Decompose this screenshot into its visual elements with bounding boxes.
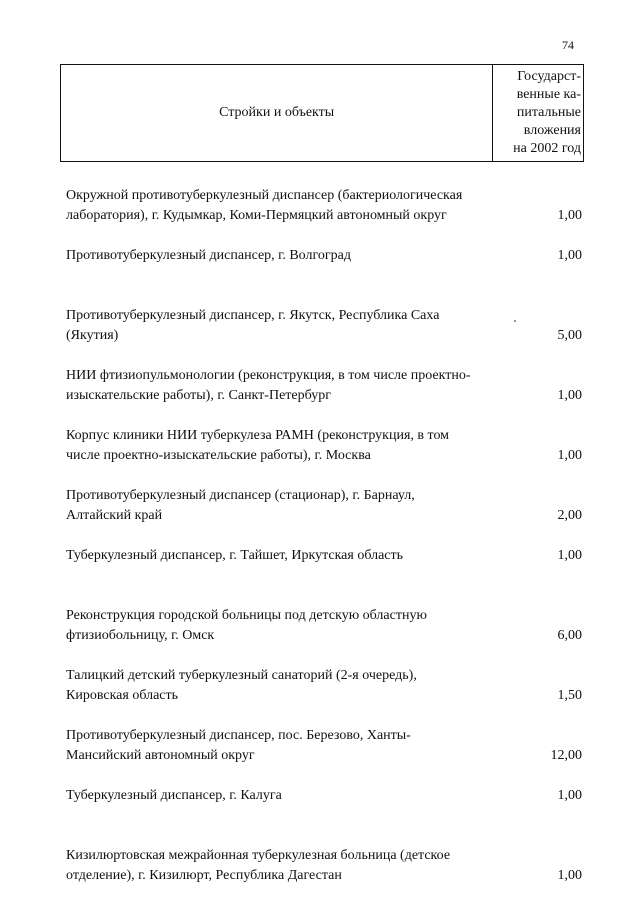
row-object-name (66, 546, 506, 566)
header-capital-line: на 2002 год (513, 141, 581, 156)
table-row (66, 546, 584, 606)
row-value: 1,00 (557, 448, 582, 463)
row-object-name (66, 846, 506, 886)
table-row (66, 786, 584, 846)
row-line: числе проектно-изыскательские работы), г. Москва (66, 448, 371, 463)
scan-speck (514, 320, 516, 322)
row-line: отделение), г. Кизилюрт, Республика Дагестан (66, 868, 342, 883)
table-row (66, 246, 584, 306)
objects-list (66, 186, 584, 906)
row-object-name (66, 246, 506, 266)
table-row (66, 186, 584, 246)
row-value: 1,00 (557, 208, 582, 223)
row-value: 1,50 (557, 688, 582, 703)
table-row (66, 366, 584, 426)
row-line: Корпус клиники НИИ туберкулеза РАМН (реконструкция, в том (66, 428, 450, 443)
header-objects-label: Стройки и объекты (219, 105, 335, 120)
page-number: 74 (562, 38, 574, 52)
row-line: лаборатория), г. Кудымкар, Коми-Пермяцкий автономный округ (66, 208, 447, 223)
table-row (66, 726, 584, 786)
row-line: фтизиобольницу, г. Омск (66, 628, 215, 643)
row-object-name (66, 186, 506, 226)
row-value: 12,00 (550, 748, 582, 763)
row-line: НИИ фтизиопульмонологии (реконструкция, в том числе проектно- (66, 368, 471, 383)
row-line: Противотуберкулезный диспансер (стационар), г. Барнаул, (66, 488, 415, 503)
row-object-name (66, 366, 506, 406)
row-object-name (66, 726, 506, 766)
row-object-name (66, 606, 506, 646)
table-row (66, 426, 584, 486)
table-header (60, 64, 584, 162)
row-line: Кизилюртовская межрайонная туберкулезная больница (детское (66, 848, 451, 863)
row-line: Мансийский автономный округ (66, 748, 255, 763)
row-object-name (66, 486, 506, 526)
row-line: (Якутия) (66, 328, 119, 343)
row-line: Противотуберкулезный диспансер, пос. Березово, Ханты- (66, 728, 411, 743)
row-line: Туберкулезный диспансер, г. Калуга (66, 788, 282, 803)
row-line: Кировская область (66, 688, 179, 703)
row-line: Противотуберкулезный диспансер, г. Волгоград (66, 248, 351, 263)
row-line: Алтайский край (66, 508, 163, 523)
row-line: Окружной противотуберкулезный диспансер (бактериологическая (66, 188, 463, 203)
header-capital-line: вложения (523, 123, 581, 138)
row-object-name (66, 666, 506, 706)
row-line: изыскательские работы), г. Санкт-Петербург (66, 388, 331, 403)
row-line: Туберкулезный диспансер, г. Тайшет, Иркутская область (66, 548, 404, 563)
row-value: 1,00 (557, 868, 582, 883)
row-line: Противотуберкулезный диспансер, г. Якутск, Республика Саха (66, 308, 440, 323)
header-capital-line: питальные (516, 105, 581, 120)
table-row (66, 846, 584, 906)
row-value: 1,00 (557, 388, 582, 403)
header-capital-line: Государст- (517, 69, 581, 84)
row-value: 1,00 (557, 248, 582, 263)
row-value: 5,00 (557, 328, 582, 343)
row-value: 1,00 (557, 788, 582, 803)
header-capital-cell (493, 65, 584, 162)
row-value: 1,00 (557, 548, 582, 563)
table-row (66, 606, 584, 666)
row-object-name (66, 426, 506, 466)
row-value: 6,00 (557, 628, 582, 643)
header-objects-cell (61, 65, 493, 162)
row-line: Талицкий детский туберкулезный санаторий (2-я очередь), (66, 668, 417, 683)
row-object-name (66, 306, 506, 346)
row-line: Реконструкция городской больницы под детскую областную (66, 608, 427, 623)
header-capital-line: венные ка- (516, 87, 581, 102)
table-row (66, 486, 584, 546)
table-row (66, 666, 584, 726)
table-row (66, 306, 584, 366)
row-value: 2,00 (557, 508, 582, 523)
row-object-name (66, 786, 506, 806)
